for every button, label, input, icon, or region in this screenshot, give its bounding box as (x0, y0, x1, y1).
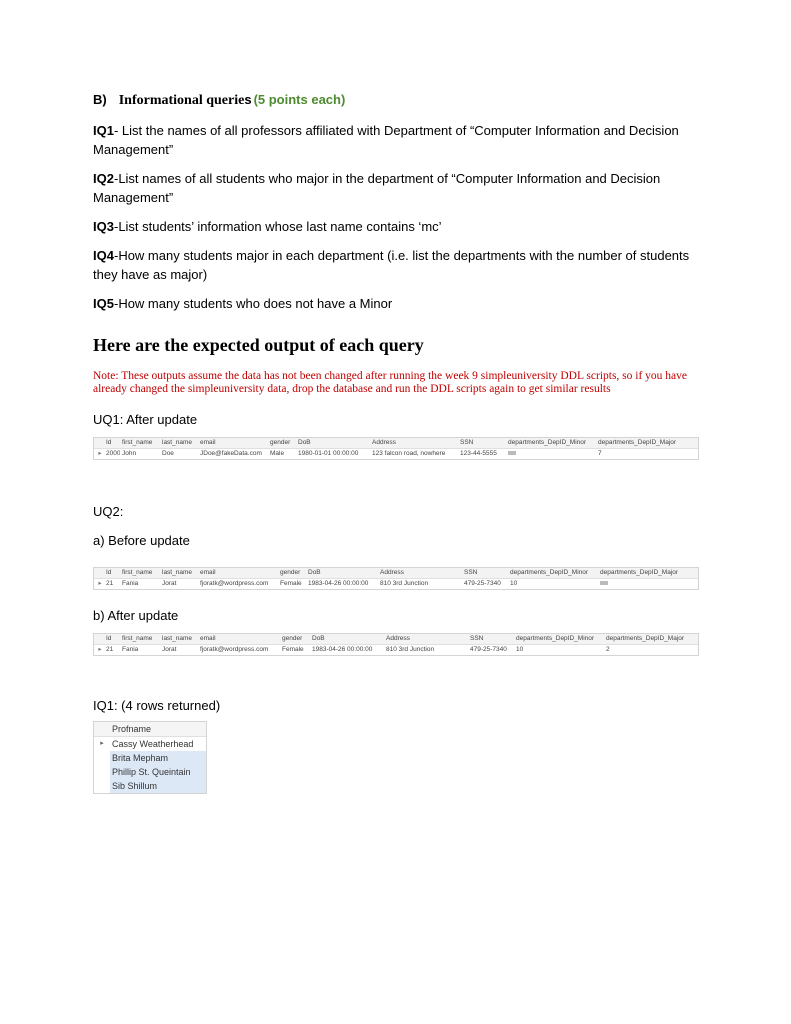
list-item[interactable]: Sib Shillum (94, 779, 206, 793)
grid-header-row: Id first_name last_name email gender DoB Address SSN departments_DepID_Minor departments_DepID_Major (94, 568, 698, 579)
uq2-before-label: a) Before update (93, 533, 190, 548)
table-row[interactable]: ▸ 21 Fania Jorat fjoratk@wordpress.com Female 1983-04-26 00:00:00 810 3rd Junction 479-25-7340 10 2 (98, 646, 610, 653)
question-iq3: IQ3-List students’ information whose last name contains ‘mc’ (93, 219, 442, 234)
uq1-result-grid (93, 437, 699, 460)
table-row[interactable]: ▸ 2000 John Doe JDoe@fakeData.com Male 1980-01-01 00:00:00 123 falcon road, nowhere 123-44-5555 7 (98, 450, 602, 457)
section-title: Informational queries (118, 92, 252, 108)
question-iq5: IQ5-How many students who does not have a Minor (93, 296, 393, 311)
list-item[interactable]: Brita Mepham (94, 751, 206, 765)
uq2-after-label: b) After update (93, 608, 179, 623)
uq2-before-grid (93, 567, 699, 590)
uq2-label: UQ2: (93, 504, 124, 519)
section-heading (93, 92, 701, 109)
table-row[interactable]: ▸ 21 Fania Jorat fjoratk@wordpress.com Female 1983-04-26 00:00:00 810 3rd Junction 479-25-7340 10 (94, 579, 698, 589)
grid-header-row: Id first_name last_name email gender DoB Address SSN departments_DepID_Minor departments_DepID_Major (94, 438, 698, 449)
section-letter: B) (93, 92, 107, 107)
expected-output-heading: Here are the expected output of each query (93, 335, 424, 355)
question-iq1: IQ1- List the names of all professors affiliated with Department of “Computer Information and Decision Management” (93, 123, 679, 157)
null-value (506, 449, 596, 459)
uq2-after-grid (93, 633, 699, 656)
document-page (93, 92, 701, 794)
list-item[interactable]: Phillip St. Queintain (94, 765, 206, 779)
iq1-result-label: IQ1: (4 rows returned) (93, 698, 221, 713)
grid-header-row (94, 722, 206, 737)
null-value (598, 579, 688, 589)
grid-header-row: Id first_name last_name email gender DoB Address SSN departments_DepID_Minor departments_DepID_Major (94, 634, 698, 645)
section-points: (5 points each) (253, 92, 346, 107)
row-pointer-icon: ▸ (100, 740, 104, 747)
uq1-label: UQ1: After update (93, 412, 198, 427)
list-item[interactable]: ▸ Cassy Weatherhead (94, 737, 206, 751)
question-iq2: IQ2-List names of all students who major in the department of “Computer Information and Decision Management” (93, 171, 661, 205)
iq1-result-grid (93, 721, 207, 794)
question-iq4: IQ4-How many students major in each department (i.e. list the departments with the number of students they have as major) (93, 248, 690, 282)
column-header-profname: Profname (112, 724, 152, 734)
note-text: Note: These outputs assume the data has not been changed after running the week 9 simpleuniversity DDL scripts, so if you have already changed the simpleuniversity data, drop the database and run the DDL scripts again to get similar results (93, 370, 688, 395)
